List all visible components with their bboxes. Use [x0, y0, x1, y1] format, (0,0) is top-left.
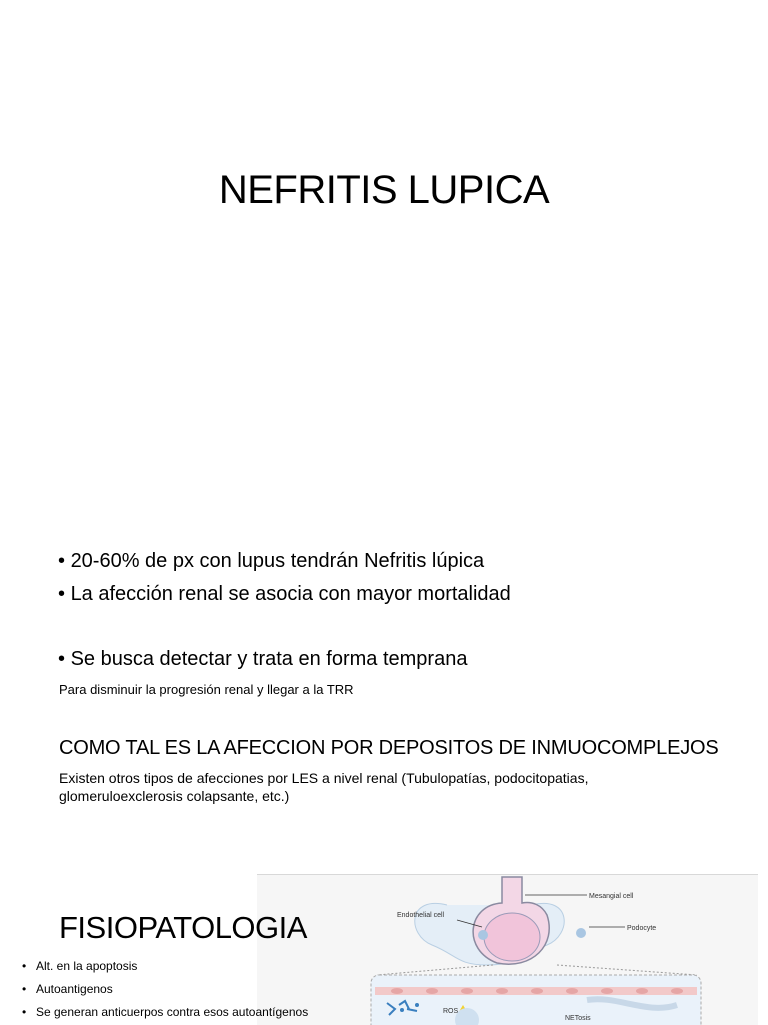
list-item-apoptosis: [22, 959, 137, 973]
label-mesangial: Mesangial cell: [589, 893, 634, 900]
bullet-prevalence: • 20-60% de px con lupus tendrán Nefritis lúpica: [58, 550, 484, 573]
list-item-text: Autoantigenos: [36, 982, 113, 996]
list-item-text: Se generan anticuerpos contra esos autoantígenos: [36, 1005, 309, 1019]
label-ros: ROS: [443, 1008, 459, 1015]
list-item-autoantigens: [22, 982, 113, 996]
list-item-text: Alt. en la apoptosis: [36, 959, 138, 973]
section-heading: COMO TAL ES LA AFECCION POR DEPOSITOS DE INMUOCOMPLEJOS: [59, 737, 719, 759]
label-podocyte: Podocyte: [627, 925, 657, 932]
other-affections-text: Existen otros tipos de afecciones por LES a nivel renal (Tubulopatías, podocitopatias, glomeruloexclerosis colapsante, etc.): [59, 770, 589, 804]
bullet-early-detection: • Se busca detectar y trata en forma temprana: [58, 648, 467, 671]
note-progression: Para disminuir la progresión renal y llegar a la TRR: [59, 682, 354, 697]
list-item-antibodies: [22, 1005, 308, 1019]
slide-title: NEFRITIS LUPICA: [218, 168, 550, 212]
bullet-dot: •: [22, 1005, 27, 1019]
bullet-mortality: • La afección renal se asocia con mayor mortalidad: [58, 583, 511, 606]
glomerulus-figure: [257, 874, 758, 1025]
bullet-dot: •: [22, 959, 27, 973]
label-netosis: NETosis: [565, 1015, 591, 1022]
fisiopatologia-title: FISIOPATOLOGIA: [59, 910, 307, 945]
glomerulus-illustration: [257, 875, 758, 1025]
bullet-dot: •: [22, 982, 27, 996]
label-endothelial: Endothelial cell: [397, 912, 445, 919]
